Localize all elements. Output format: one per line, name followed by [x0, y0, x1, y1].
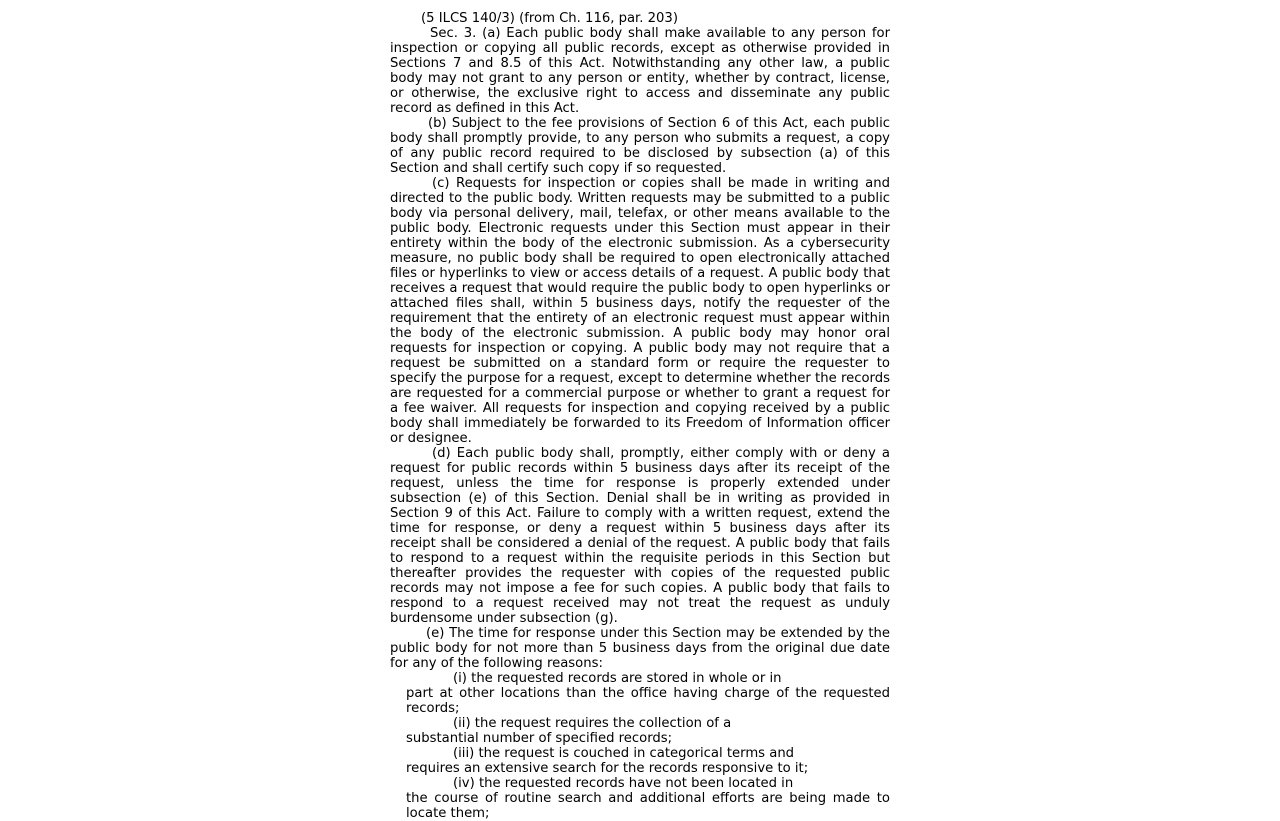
- statute-citation: (5 ILCS 140/3) (from Ch. 116, par. 203): [421, 11, 678, 26]
- reason-item-iii: [406, 746, 890, 776]
- reason-rest: requires an extensive search for the records responsive to it;: [406, 761, 809, 776]
- reason-lead: (iii) the request is couched in categorical terms and: [453, 746, 795, 761]
- reason-rest: part at other locations than the office having charge of the requested records;: [406, 686, 890, 716]
- reason-item-ii: [406, 716, 890, 746]
- reason-lead: (i) the requested records are stored in whole or in: [453, 671, 782, 686]
- reason-rest: substantial number of specified records;: [406, 731, 673, 746]
- reason-rest: the course of routine search and additional efforts are being made to locate them;: [406, 791, 890, 821]
- reason-item-iv: [406, 776, 890, 821]
- subsection-b: (b) Subject to the fee provisions of Section 6 of this Act, each public body shall promptly provide, to any person who submits a request, a copy of any public record required to be disclosed by subsection (a) of this Section and shall certify such copy if so requested.: [390, 116, 890, 176]
- subsection-c: (c) Requests for inspection or copies shall be made in writing and directed to the public body. Written requests may be submitted to a public body via personal delivery, mail, telefax, or other means available to the public body. Electronic requests under this Section must appear in their entirety within the body of the electronic submission. As a cybersecurity measure, no public body shall be required to open electronically attached files or hyperlinks to view or access details of a request. A public body that receives a request that would require the public body to open hyperlinks or attached files shall, within 5 business days, notify the requester of the requirement that the entirety of an electronic request must appear within the body of the electronic submission. A public body may honor oral requests for inspection or copying. A public body may not require that a request be submitted on a standard form or require the requester to specify the purpose for a request, except to determine whether the records are requested for a commercial purpose or whether to grant a request for a fee waiver. All requests for inspection and copying received by a public body shall immediately be forwarded to its Freedom of Information officer or designee.: [390, 176, 890, 446]
- subsection-e: (e) The time for response under this Section may be extended by the public body for not more than 5 business days from the original due date for any of the following reasons:: [390, 626, 890, 671]
- reason-lead: (ii) the request requires the collection of a: [453, 716, 732, 731]
- statute-document: [390, 11, 890, 821]
- reason-lead: (iv) the requested records have not been located in: [453, 776, 794, 791]
- subsection-d: (d) Each public body shall, promptly, either comply with or deny a request for public records within 5 business days after its receipt of the request, unless the time for response is properly extended under subsection (e) of this Section. Denial shall be in writing as provided in Section 9 of this Act. Failure to comply with a written request, extend the time for response, or deny a request within 5 business days after its receipt shall be considered a denial of the request. A public body that fails to respond to a request within the requisite periods in this Section but thereafter provides the requester with copies of the requested public records may not impose a fee for such copies. A public body that fails to respond to a request received may not treat the request as unduly burdensome under subsection (g).: [390, 446, 890, 626]
- subsection-a: Sec. 3. (a) Each public body shall make available to any person for inspection or copying all public records, except as otherwise provided in Sections 7 and 8.5 of this Act. Notwithstanding any other law, a public body may not grant to any person or entity, whether by contract, license, or otherwise, the exclusive right to access and disseminate any public record as defined in this Act.: [390, 26, 890, 116]
- reason-item-i: [406, 671, 890, 716]
